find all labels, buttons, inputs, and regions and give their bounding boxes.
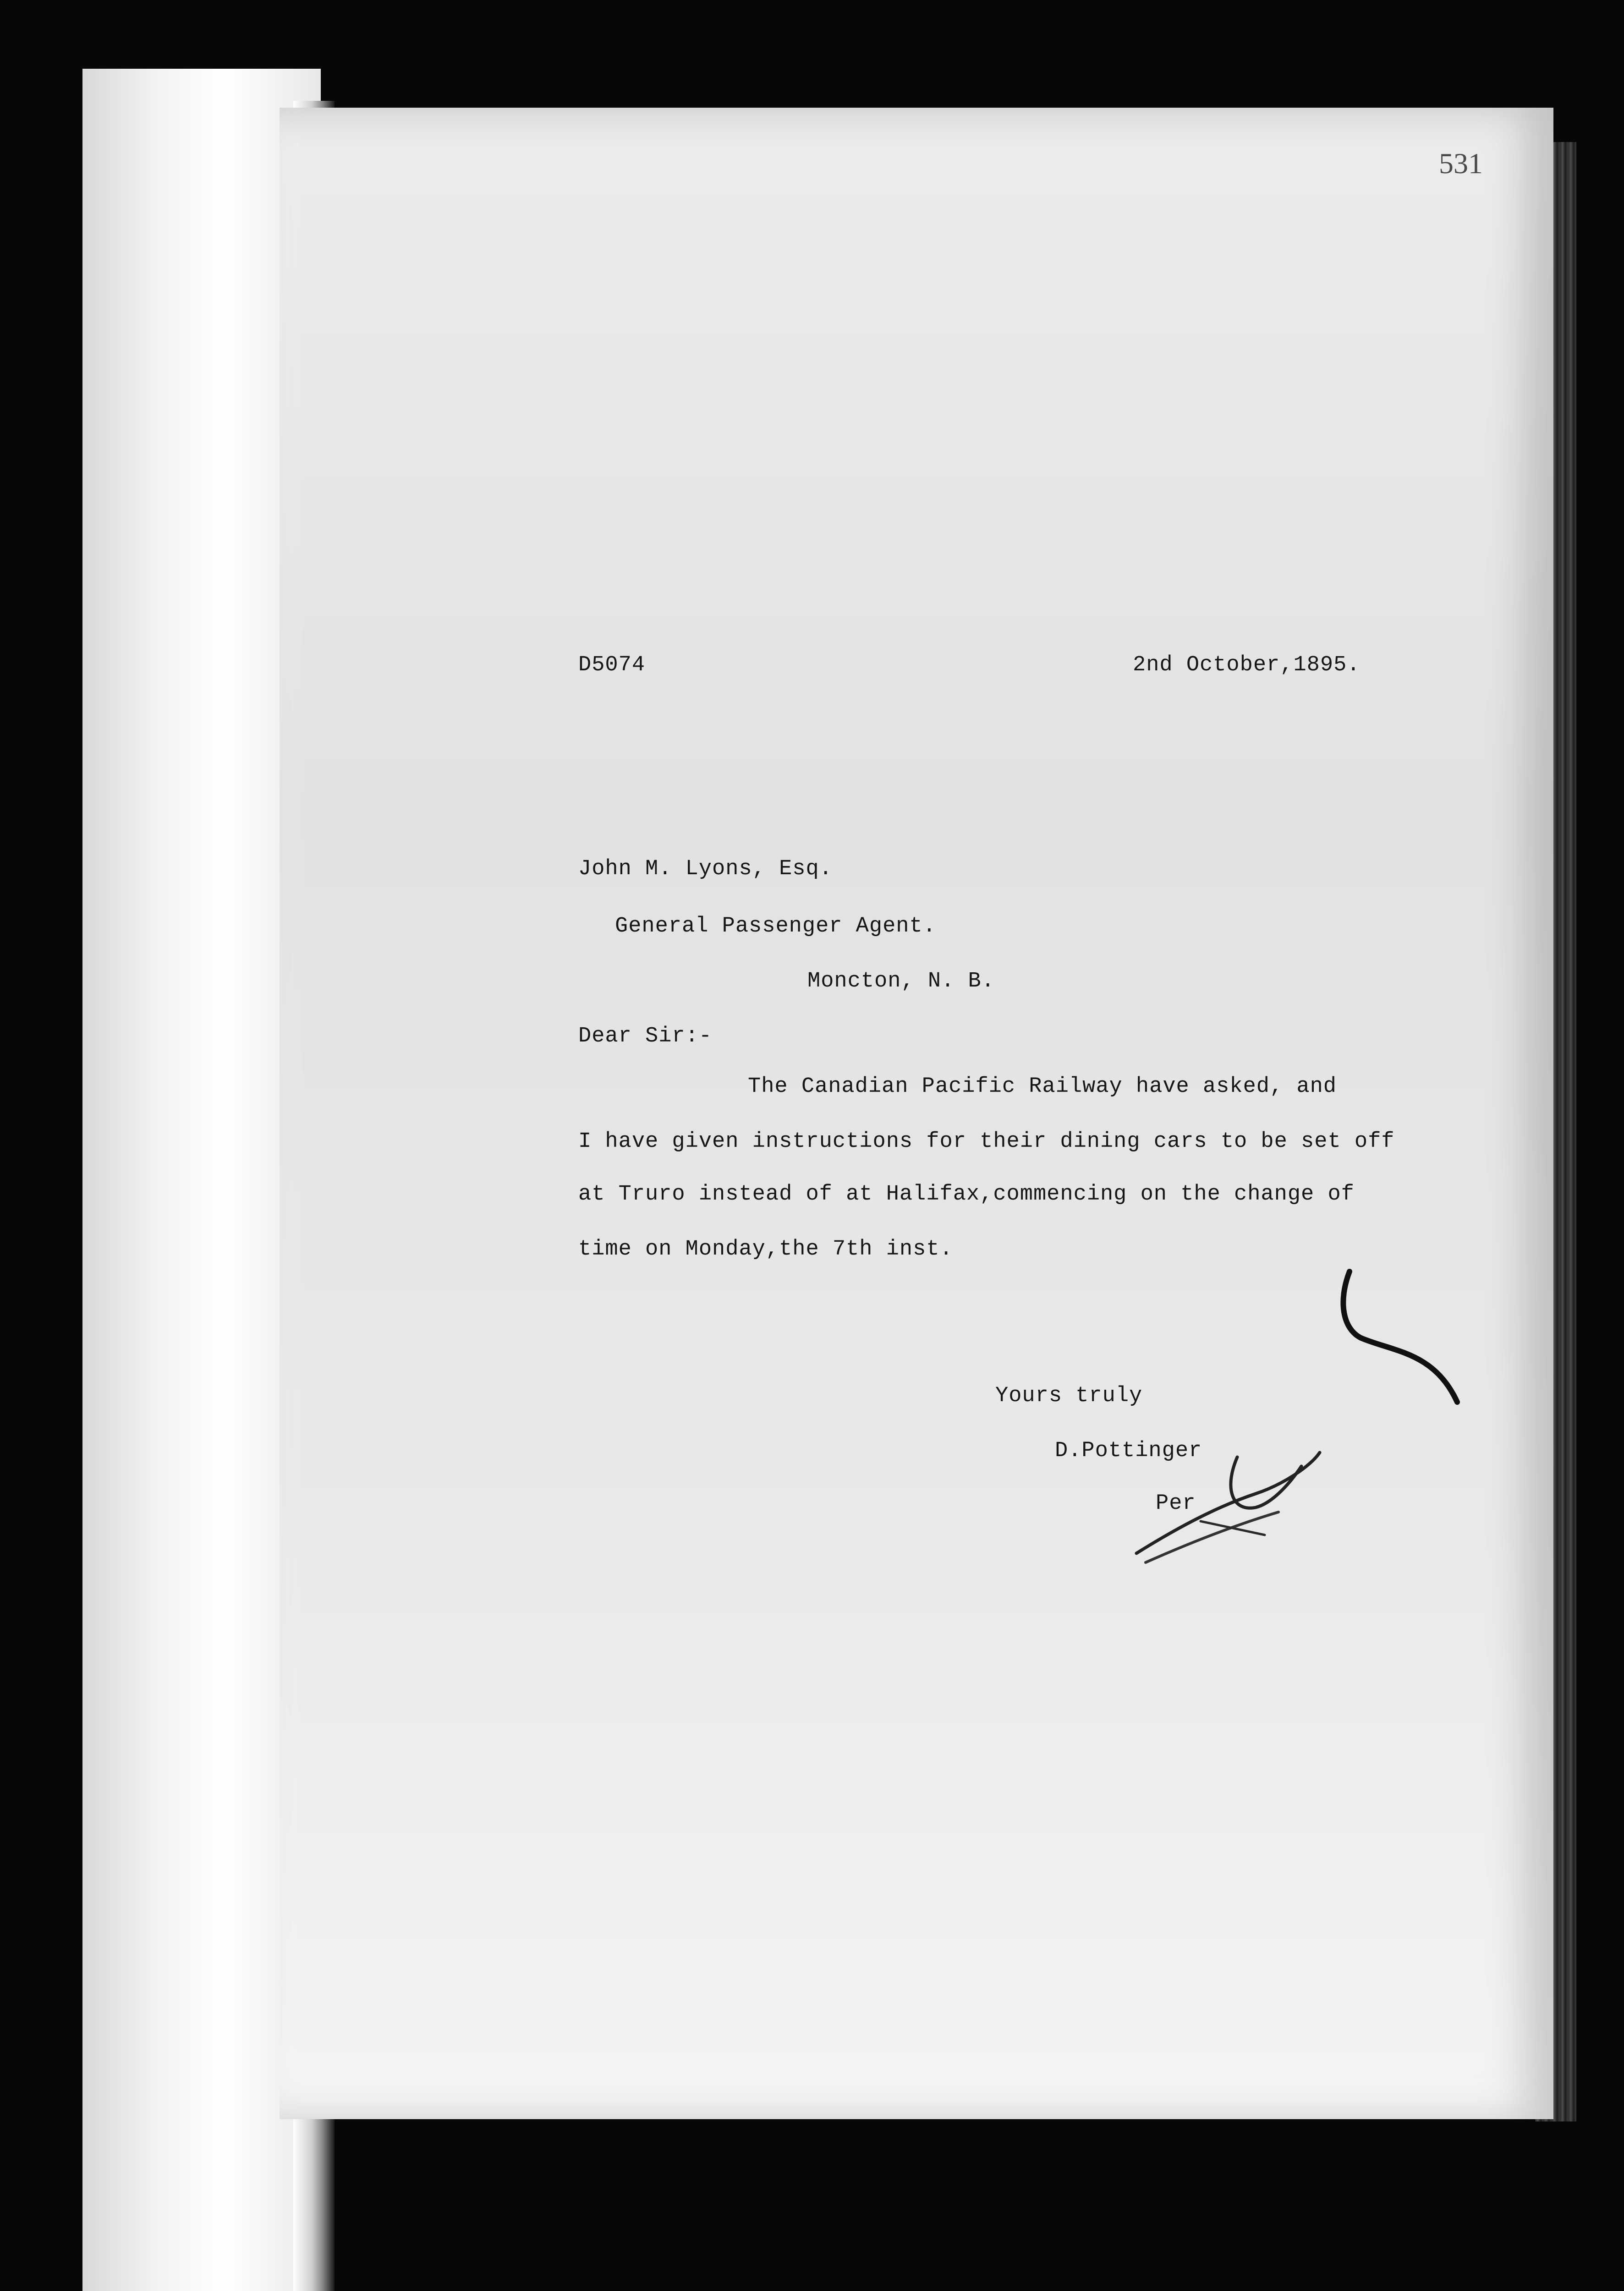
- body-line: at Truro instead of at Halifax,commencing on the change of: [578, 1182, 1355, 1206]
- body-line: time on Monday,the 7th inst.: [578, 1237, 953, 1261]
- letter-date: 2nd October,1895.: [1133, 653, 1361, 677]
- recipient-title: General Passenger Agent.: [615, 914, 936, 938]
- salutation: Dear Sir:-: [578, 1024, 713, 1048]
- body-line: I have given instructions for their dining cars to be set off: [578, 1129, 1395, 1154]
- page-number: 531: [1439, 147, 1483, 180]
- letter-reference: D5074: [578, 653, 646, 677]
- pen-bracket-mark: [1329, 1265, 1476, 1430]
- letter-page: [280, 108, 1553, 2119]
- recipient-name: John M. Lyons, Esq.: [578, 857, 833, 881]
- body-line: The Canadian Pacific Railway have asked, and: [748, 1074, 1337, 1099]
- signer-name: D.Pottinger: [1055, 1439, 1202, 1463]
- per-label: Per: [1156, 1491, 1196, 1516]
- closing: Yours truly: [995, 1384, 1143, 1408]
- handwritten-initials-signature: [1118, 1439, 1338, 1576]
- recipient-place: Moncton, N. B.: [807, 969, 995, 993]
